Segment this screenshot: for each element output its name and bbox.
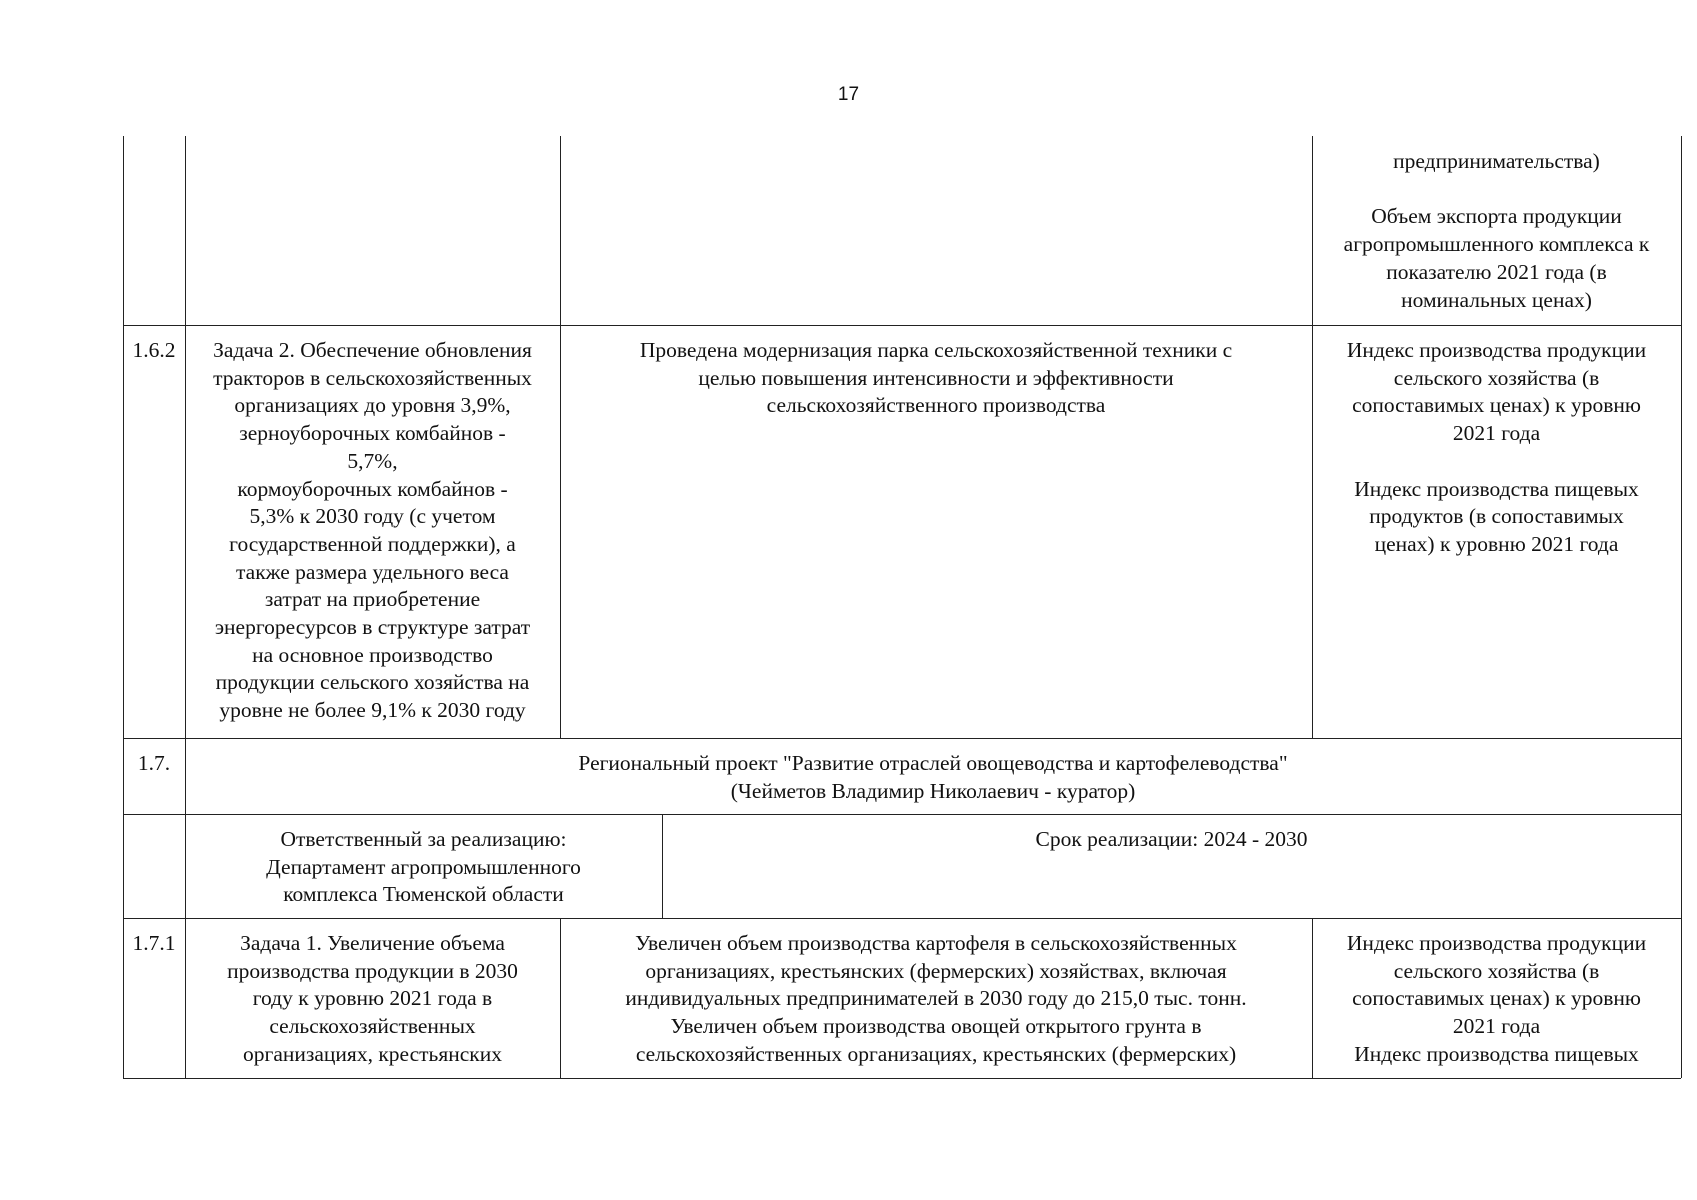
table-border-right	[1681, 136, 1682, 1078]
row-number-1-7: 1.7.	[137, 751, 171, 775]
row-divider	[123, 918, 1681, 919]
table-border-bottom	[123, 1078, 1681, 1079]
indicators-cell-1-7-1: Индекс производства продукции сельского хозяйства (в сопоставимых ценах) к уровню 2021 года Индекс производства пищевых	[1346, 931, 1647, 1066]
indicators-cell-1-6-2: Индекс производства продукции сельского хозяйства (в сопоставимых ценах) к уровню 2021 года Индекс производства пищевых продуктов (в сопоставимых ценах) к уровню 2021 года	[1346, 338, 1647, 556]
result-cell-1-6-2: Проведена модернизация парка сельскохозяйственной техники с целью повышения интенсивности и эффективности сельскохозяйственного производства	[639, 338, 1233, 418]
task-cell-1-6-2: Задача 2. Обеспечение обновления тракторов в сельскохозяйственных организациях до уровня 3,9%, зерноуборочных комбайнов - 5,7%, кормоуборочных комбайнов - 5,3% к 2030 году (с учетом государственной поддержки), а также размера удельного веса затрат на приобретение энергоресурсов в структуре затрат на основное производство продукции сельского хозяйства на уровне не более 9,1% к 2030 году	[213, 338, 532, 723]
continuation-indicators-cell: предпринимательства) Объем экспорта продукции агропромышленного комплекса к показателю 2021 года (в номинальных ценах)	[1343, 149, 1650, 312]
task-cell-1-7-1: Задача 1. Увеличение объема производства продукции в 2030 году к уровню 2021 года в сельскохозяйственных организациях, крестьянских	[227, 931, 518, 1066]
result-cell-1-7-1: Увеличен объем производства картофеля в сельскохозяйственных организациях, крестьянских (фермерских) хозяйствах, включая индивидуальных предпринимателей в 2030 году до 215,0 тыс. тонн. Увеличен объем производства овощей открытого грунта в сельскохозяйственных организациях, крестьянских (фермерских)	[625, 931, 1247, 1066]
project-title-1-7: Региональный проект "Развитие отраслей овощеводства и картофелеводства" (Чейметов Владимир Николаевич - куратор)	[578, 751, 1288, 803]
row-divider	[123, 738, 1681, 739]
row-number-1-7-1: 1.7.1	[132, 931, 176, 955]
responsible-cell: Ответственный за реализацию: Департамент агропромышленного комплекса Тюменской области	[266, 827, 581, 907]
row-divider	[123, 325, 1681, 326]
row-divider	[123, 814, 1681, 815]
page-number: 17	[837, 84, 860, 105]
row-number-1-6-2: 1.6.2	[132, 338, 176, 362]
col-divider-task	[560, 136, 561, 738]
term-cell: Срок реализации: 2024 - 2030	[1035, 827, 1308, 851]
